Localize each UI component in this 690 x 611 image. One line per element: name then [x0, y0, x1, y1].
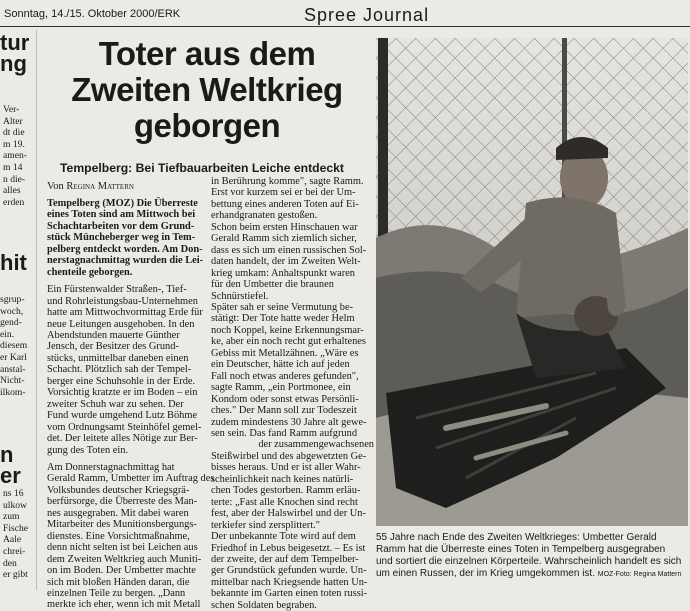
column-separator — [36, 30, 37, 590]
article-paragraph: Schon beim ersten Hinschauen war Gerald Ramm sich ziemlich sicher, dass es sich um einen russischen Sol- daten handelt, der im Zweiten Welt- krieg umkam: Anhaltspunkt waren für den Umbetter die braunen Schnürstiefel. — [211, 221, 367, 302]
article-paragraph: Am Donnerstagnachmittag hat Gerald Ramm, Umbetter im Auftrag des Volksbundes deutscher Kriegsgrä- berfürsorge, die Überreste des Man- nes ausgegraben. Mit dabei waren Mitarbeiter des Munitionsbergungs- dienstes. Eine Vorsichtmaßnahme, denn nicht selten ist bei Leichen aus dem Zweiten Weltkrieg auch Muniti- on im Boden. Der Umbetter machte sich mit bloßen Händen daran, die einzelnen Teile zu bergen. „Dann merkte ich eher, wenn ich mit Metall — [47, 461, 215, 611]
byline-author: Regina Mattern — [66, 181, 134, 192]
article-paragraph: Später sah er seine Vermutung be- stätigt: Der Tote hatte weder Helm noch Koppel, keine Erkennungsmar- ke, aber ein noch recht gut erhaltenes Gebiss mit Metallzähnen. „Wäre es ein Deutscher, hätte ich auf jeden Fall noch etwas anderes gefunden", sagte Ramm, „ein Portmonee, ein Kondom oder sonst etwas Persönli- ches." Der Mann soll zur Todeszeit zudem mindestens 30 Jahre alt gewe- sen sein. Das fand Ramm aufgrund der zusammengewachsenen Steißwirbel und des abgewetzten Ge- bisses heraus. Und er ist aller Wahr- scheinlichkeit nach keines natürli- chen Todes gestorben. Ramm erläu- terte: „Fast alle Knochen sind recht fest, aber der Halswirbel und der Un- terkiefer sind zersplittert." — [211, 301, 374, 531]
date-line: Sonntag, 14./15. Oktober 2000/ERK — [4, 8, 181, 20]
article-column-1 — [47, 198, 215, 611]
neighbor-text-1: Ver- Alter dt die m 19. amen- m 14 n die- alles erden — [3, 104, 27, 208]
photo-illustration — [376, 38, 688, 526]
article-lead: Tempelberg (MOZ) Die Überreste eines Toten sind am Mittwoch bei Schachtarbeiten vor dem Grund- stück Müncheberger weg in Tem- pelberg entdeckt worden. Am Don- nerstagnachmittag wurden die Lei- chenteile geborgen. — [47, 198, 204, 278]
photo-credit: MOZ-Foto: Regina Mattern — [597, 571, 682, 578]
byline: Von Regina Mattern — [47, 181, 134, 192]
article-subheadline: Tempelberg: Bei Tiefbauarbeiten Leiche entdeckt — [60, 161, 344, 175]
neighbor-column — [0, 30, 34, 594]
man-arm — [606, 228, 616, 308]
article-column-2 — [211, 176, 374, 611]
header-rule — [0, 26, 690, 27]
article-paragraph: in Berührung komme", sagte Ramm. Erst vor kurzem sei er bei der Um- bettung eines anderen Toten auf Ei- erhandgranaten gestoßen. — [211, 176, 364, 222]
neighbor-headline-1: tur ng — [0, 30, 30, 76]
neighbor-text-2: sgrup- woch, gend- ein. diesem er Karl anstal- Nicht- ilkom- — [0, 294, 28, 398]
article-paragraph: Ein Fürstenwalder Straßen-, Tief- und Rohrleistungsbau-Unternehmen hatte am Mittwochvormittag Erde für neue Leitungen ausgehoben. In den Abendstunden mauerte Günther Jensch, der Besitzer des Grund- stücks, unmittelbar daneben einen Schacht. Plötzlich sah der Tempel- berger eine Schuhsohle in der Erde. Vorsichtig kratzte er im Boden – ein zweiter Schuh war zu sehen. Der Fund wurde umgehend Lutz Böhme vom Ordnungsamt Steinhöfel gemel- det. Der leitete alles Nötige zur Ber- gung des Toten ein. — [47, 284, 203, 456]
paper-name: Spree Journal — [304, 5, 430, 25]
neighbor-text-3: ns 16 ulkow zum Fische Aale chrei- den er gibt — [3, 488, 29, 581]
neighbor-headline-2: hit — [0, 250, 27, 275]
article-headline: Toter aus dem Zweiten Weltkrieg geborgen — [71, 35, 343, 144]
article-paragraph: Der unbekannte Tote wird auf dem Friedhof in Lebus beigesetzt. – Es ist der zweite, der auf dem Tempelber- ger Grundstück gefunden wurde. Un- mittelbar nach Kriegsende hatten Un- bekannte im Garten einen toten russi- schen Soldaten begraben. — [211, 531, 368, 611]
neighbor-headline-3: n er — [0, 442, 21, 488]
article-photo — [376, 38, 688, 526]
photo-caption: 55 Jahre nach Ende des Zweiten Weltkrieges: Umbetter Gerald Ramm hat die Überreste eines Toten in Tempelberg ausgegraben und sortiert die einzelnen Körperteile. Wahrscheinlich handelt es sich um einen Russen, der im Krieg umgekommen ist. MOZ-Foto: Regina Mattern — [376, 532, 682, 579]
